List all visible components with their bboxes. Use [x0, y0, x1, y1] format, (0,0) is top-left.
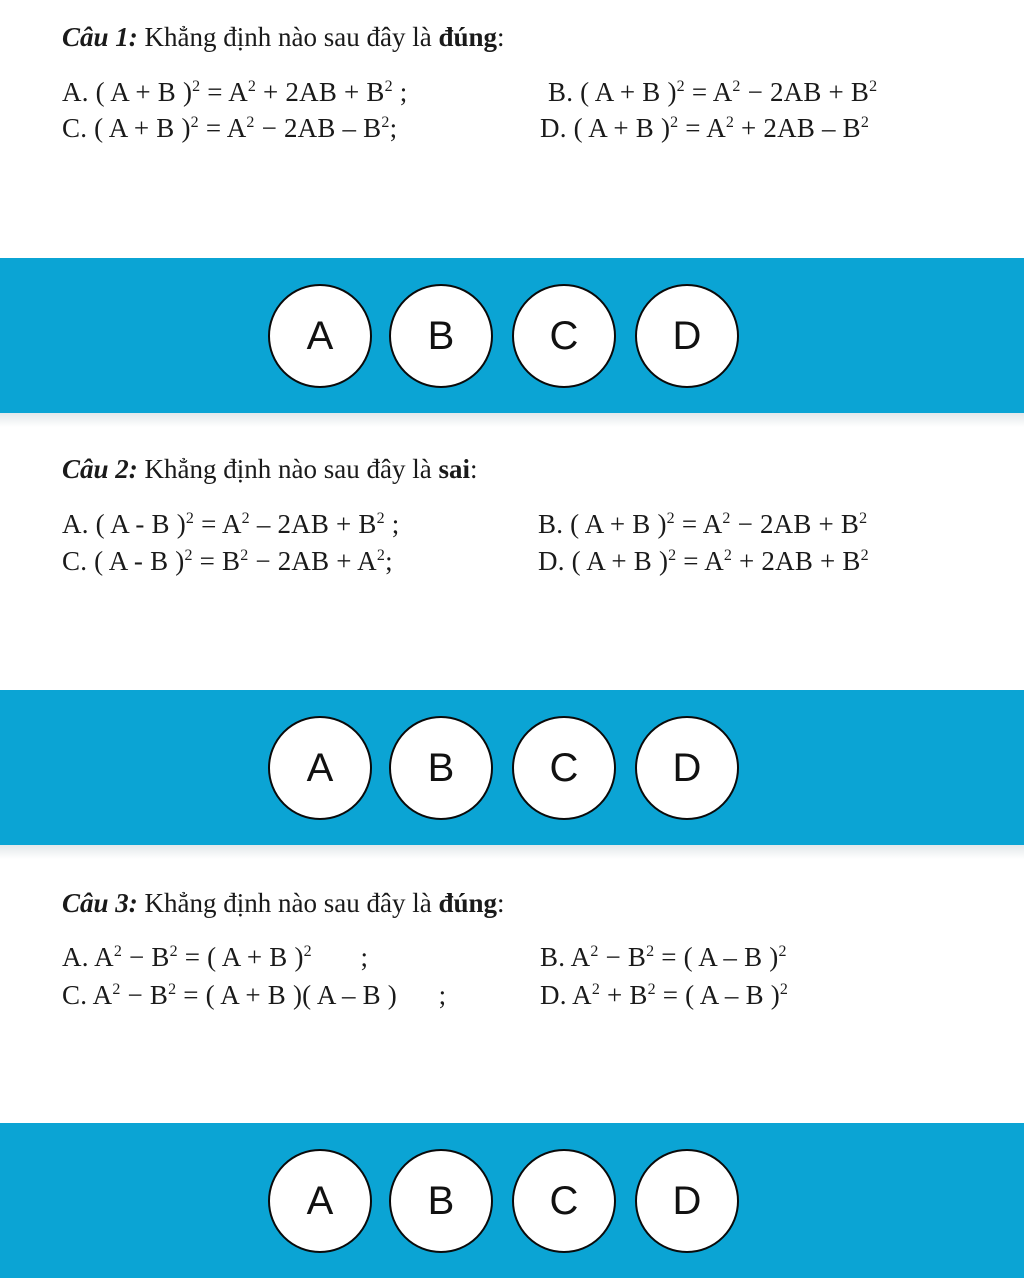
option-term: + 2AB + B: [256, 77, 385, 107]
q1-answer-c-button[interactable]: C: [512, 284, 616, 388]
option-term: = ( A + B ): [177, 942, 304, 972]
exponent: 2: [722, 510, 731, 527]
divider: [0, 413, 1024, 427]
exponent: 2: [184, 547, 193, 564]
option-end: ;: [311, 942, 369, 972]
exponent: 2: [241, 510, 250, 527]
option-term: A: [92, 980, 113, 1010]
q1-answer-a-button[interactable]: A: [268, 284, 372, 388]
q2-option-b: [538, 509, 867, 540]
option-lhs: ( A + B ): [94, 113, 191, 143]
q3-answer-a-button[interactable]: A: [268, 1149, 372, 1253]
question-text: Khẳng định nào sau đây là: [144, 454, 432, 484]
option-term: − B: [120, 980, 169, 1010]
divider: [0, 845, 1024, 859]
question-keyword: đúng: [438, 888, 498, 918]
q1-option-a: [62, 77, 407, 108]
exponent: 2: [169, 943, 178, 960]
exponent: 2: [725, 114, 735, 131]
option-term: = ( A + B )( A – B ): [176, 980, 397, 1010]
option-term: = A: [198, 113, 247, 143]
option-term: = B: [192, 546, 241, 576]
option-term: = ( A – B ): [655, 980, 780, 1010]
option-end: ;: [385, 546, 393, 576]
option-term: + B: [600, 980, 648, 1010]
option-label: C.: [62, 546, 88, 576]
question-title-end: :: [469, 454, 478, 484]
exponent: 2: [190, 114, 199, 131]
question-keyword: đúng: [438, 22, 498, 52]
option-term: + 2AB + B: [732, 546, 861, 576]
option-term: = ( A – B ): [654, 942, 779, 972]
q2-answer-c-button[interactable]: C: [512, 716, 616, 820]
q3-option-a: [62, 942, 368, 973]
exponent: 2: [591, 981, 601, 998]
question-2-title: [62, 454, 478, 485]
option-end: ;: [396, 980, 447, 1010]
question-keyword: sai: [438, 454, 470, 484]
option-lhs: ( A + B ): [573, 113, 671, 143]
option-label: C.: [62, 113, 88, 143]
q1-answer-d-button[interactable]: D: [635, 284, 739, 388]
exponent: 2: [670, 114, 679, 131]
option-term: = A: [676, 546, 724, 576]
exponent: 2: [732, 78, 741, 95]
exponent: 2: [168, 981, 177, 998]
option-end: ;: [392, 77, 408, 107]
question-number: Câu 1:: [62, 22, 138, 52]
q3-option-c: [62, 980, 446, 1011]
q2-answer-bar: [0, 690, 1024, 845]
question-text: Khẳng định nào sau đây là: [144, 888, 432, 918]
option-label: D.: [540, 980, 567, 1010]
option-term: − 2AB + B: [740, 77, 870, 107]
option-term: = A: [684, 77, 733, 107]
question-3-title: [62, 888, 505, 919]
question-text: Khẳng định nào sau đây là: [144, 22, 432, 52]
q2-answer-a-button[interactable]: A: [268, 716, 372, 820]
exponent: 2: [192, 78, 201, 95]
exponent: 2: [240, 547, 249, 564]
q3-answer-bar: [0, 1123, 1024, 1278]
exponent: 2: [666, 510, 675, 527]
option-label: B.: [538, 509, 564, 539]
option-label: B.: [548, 77, 574, 107]
option-lhs: ( A + B ): [570, 509, 667, 539]
q3-answer-d-button[interactable]: D: [635, 1149, 739, 1253]
option-label: A.: [62, 942, 89, 972]
q2-answer-d-button[interactable]: D: [635, 716, 739, 820]
exponent: 2: [676, 78, 685, 95]
exponent: 2: [185, 510, 195, 527]
exponent: 2: [860, 547, 869, 564]
q3-answer-c-button[interactable]: C: [512, 1149, 616, 1253]
option-label: A.: [62, 509, 89, 539]
option-lhs: ( A + B ): [580, 77, 677, 107]
exponent: 2: [381, 114, 390, 131]
exponent: 2: [384, 78, 393, 95]
q1-option-c: [62, 113, 397, 144]
q2-option-a: [62, 509, 399, 540]
question-1-title: [62, 22, 505, 53]
question-title-end: :: [497, 22, 505, 52]
exponent: 2: [247, 78, 257, 95]
question-title-end: :: [497, 888, 505, 918]
option-label: D.: [540, 113, 567, 143]
exponent: 2: [376, 547, 386, 564]
exponent: 2: [246, 114, 255, 131]
exponent: 2: [303, 943, 312, 960]
option-label: B.: [540, 942, 566, 972]
option-term: − 2AB + A: [248, 546, 377, 576]
option-term: A: [572, 980, 592, 1010]
option-label: D.: [538, 546, 565, 576]
option-end: ;: [384, 509, 400, 539]
option-term: + 2AB – B: [734, 113, 861, 143]
option-lhs: ( A + B ): [95, 77, 193, 107]
option-term: − B: [598, 942, 647, 972]
q2-answer-b-button[interactable]: B: [389, 716, 493, 820]
question-number: Câu 3:: [62, 888, 138, 918]
option-term: − 2AB – B: [254, 113, 382, 143]
exponent: 2: [113, 943, 123, 960]
exponent: 2: [112, 981, 121, 998]
question-number: Câu 2:: [62, 454, 138, 484]
option-term: = A: [678, 113, 726, 143]
exponent: 2: [779, 981, 789, 998]
q3-option-d: [540, 980, 788, 1011]
exponent: 2: [646, 943, 655, 960]
exponent: 2: [723, 547, 733, 564]
q1-answer-b-button[interactable]: B: [389, 284, 493, 388]
q2-option-d: [538, 546, 869, 577]
q2-option-c: [62, 546, 393, 577]
q1-answer-bar: [0, 258, 1024, 413]
option-term: = A: [194, 509, 242, 539]
q1-option-b: [548, 77, 877, 108]
q1-option-d: [540, 113, 869, 144]
exponent: 2: [590, 943, 599, 960]
exponent: 2: [859, 510, 868, 527]
option-term: A: [570, 942, 591, 972]
exponent: 2: [668, 547, 677, 564]
option-term: − B: [122, 942, 170, 972]
option-term: A: [94, 942, 114, 972]
exponent: 2: [647, 981, 656, 998]
option-lhs: ( A - B ): [95, 509, 186, 539]
option-term: – 2AB + B: [249, 509, 377, 539]
option-term: = A: [200, 77, 248, 107]
option-label: C.: [62, 980, 88, 1010]
option-lhs: ( A - B ): [94, 546, 185, 576]
q3-option-b: [540, 942, 787, 973]
option-term: = A: [674, 509, 723, 539]
q3-answer-b-button[interactable]: B: [389, 1149, 493, 1253]
option-end: ;: [389, 113, 398, 143]
option-term: − 2AB + B: [730, 509, 860, 539]
exponent: 2: [778, 943, 787, 960]
exponent: 2: [860, 114, 870, 131]
exponent: 2: [869, 78, 878, 95]
option-lhs: ( A + B ): [571, 546, 669, 576]
exponent: 2: [376, 510, 385, 527]
option-label: A.: [62, 77, 89, 107]
